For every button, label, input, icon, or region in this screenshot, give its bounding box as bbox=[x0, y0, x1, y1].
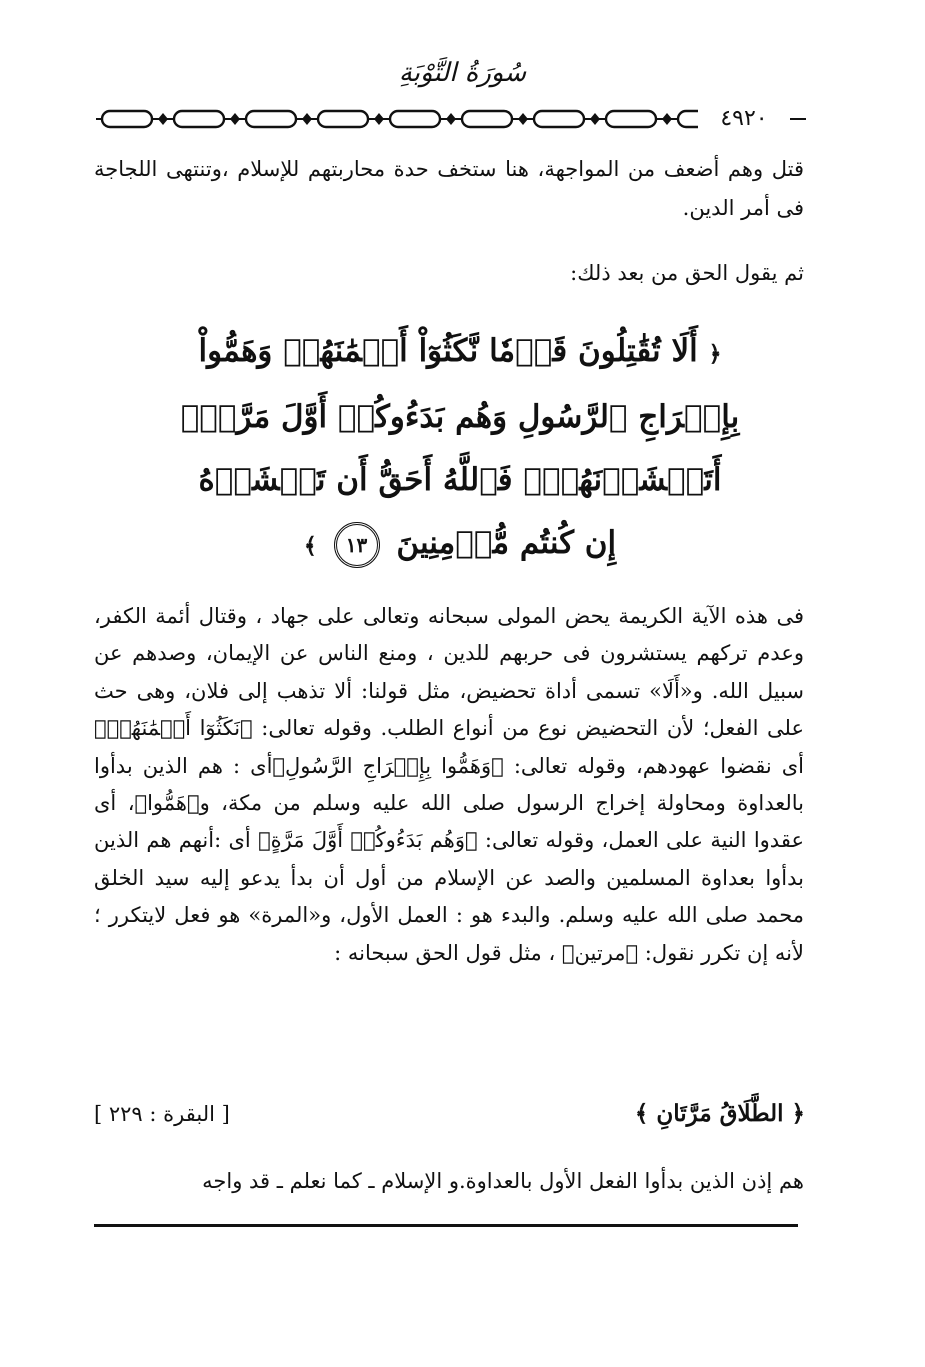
page-number: ٤٩٢٠ bbox=[698, 104, 790, 134]
verse-open-bracket: ﴿ bbox=[708, 341, 722, 367]
verse-text: أَلَا تُقَٰتِلُونَ قَوۡمٗا نَّكَثُوٓاْ أَيۡمَٰنَهُمۡ وَهَمُّواْ بِإِخۡرَاجِ ٱلرَّسُولِ وَهُم بَدَءُوكُمۡ أَوَّلَ مَرَّةٍۚ أَتَخۡشَوۡنَهُمۡۚ فَٱللَّهُ أَحَقُّ أَن تَخۡشَوۡهُ إِن كُنتُم مُّؤۡمِنِينَ bbox=[180, 333, 740, 561]
paragraph-commentary: فى هذه الآية الكريمة يحض المولى سبحانه وتعالى على جهاد ، وقتال أئمة الكفر، وعدم تركهم يستشرون فى حربهم للدين ، ومنع الناس عن الإيمان، وصدهم عن سبيل الله. و«أَلَا» تسمى أداة تحضيض، مثل قولنا: ألا تذهب إلى فلان، وهى حث على الفعل؛ لأن التحضيض نوع من أنواع الطلب. وقوله تعالى: ﴿نَكَثُوٓا أَيۡمَٰنَهُمۡ﴾ أى نقضوا عهودهم، وقوله تعالى: ﴿وَهَمُّوا بِإِخۡرَاجِ الرَّسُولِ﴾أى : هم الذين بدأوا بالعداوة ومحاولة إخراج الرسول صلى الله عليه وسلم من مكة، و﴿هَمُّوا﴾، أى عقدوا النية على العمل، وقوله تعالى: ﴿وَهُم بَدَءُوكُمۡ أَوَّلَ مَرَّةٍ﴾ أى :أنهم هم الذين بدأوا بعداوة المسلمين والصد عن الإسلام من أول أن بدأ يدعو إليه سيد الخلق محمد صلى الله عليه وسلم. والبدء هو : العمل الأول، و«المرة» هو فعل لايتكرر ؛ لأنه إن تكرر نقول: ﴿مرتين﴾ ، مثل قول الحق سبحانه : bbox=[94, 604, 804, 965]
citation-quote: ﴿ الطَّلَاقُ مَرَّتَانِ ﴾ bbox=[634, 1100, 805, 1127]
paragraph-closing: هم إذن الذين بدأوا الفعل الأول بالعداوة.و الإسلام ـ كما نعلم ـ قد واجه bbox=[202, 1169, 804, 1193]
paragraph-transition: ثم يقول الحق من بعد ذلك: bbox=[570, 261, 804, 285]
footer-rule bbox=[94, 1224, 798, 1227]
verse-number-badge: ١٣ bbox=[334, 522, 380, 568]
verse-close-bracket: ﴾ bbox=[303, 533, 317, 559]
citation-reference: [ البقرة : ٢٢٩ ] bbox=[94, 1102, 230, 1126]
surah-title: سُورَةُ التَّوْبَةِ bbox=[398, 58, 527, 88]
quran-verse bbox=[180, 320, 740, 578]
paragraph-intro: قتل وهم أضعف من المواجهة، هنا ستخف حدة محاربتهم للإسلام ،وتنتهى اللجاجة فى أمر الدين. bbox=[94, 157, 804, 220]
